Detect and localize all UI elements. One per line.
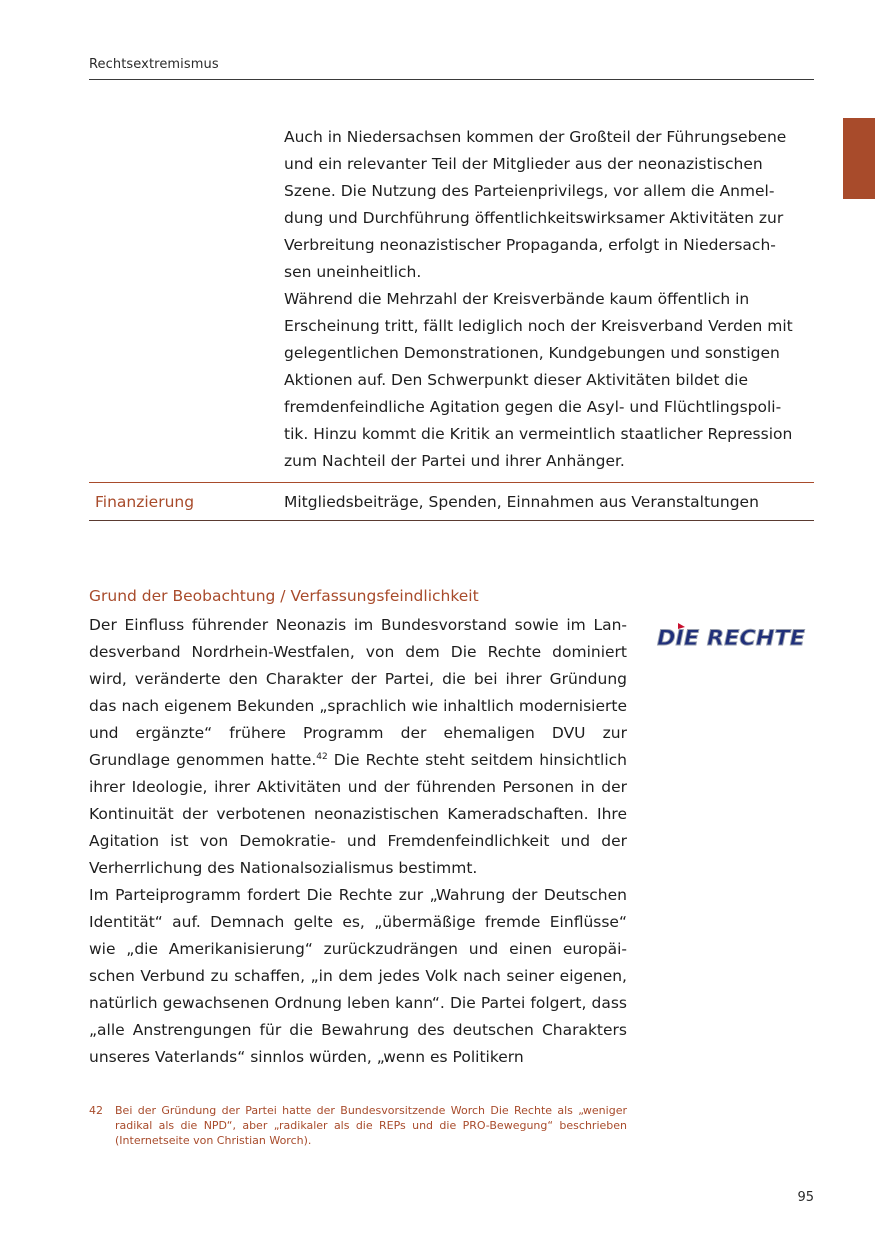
financing-value: Mitgliedsbeiträge, Spenden, Einnahmen aus Veranstaltungen [284,492,759,511]
table-bottom-rule [89,520,814,521]
table-paragraph: Während die Mehrzahl der Kreisverbände kaum öffentlich in Erscheinung tritt, fällt lediglich noch der Kreisverband Verden mit gelegentlichen Demonstrationen, Kundgebungen und sonstigen Aktionen auf. Den Schwerpunkt dieser Aktivitäten bildet die fremdenfeindliche Agitation gegen die Asyl- und Flüchtlingspoli- tik. Hinzu kommt die Kritik an vermeintlich staatlicher Repression zum Nachteil der Partei und ihrer Anhänger. [284,290,793,470]
page-number: 95 [797,1190,814,1205]
profile-table [89,124,814,521]
footnote-number: 42 [89,1104,103,1117]
chapter-tab-marker [843,118,875,199]
body-paragraph: Der Einfluss führender Neonazis im Bundesvorstand sowie im Landesverband Nordrhein-Westfalen, von dem Die Rechte dominiert wird, veränderte den Charakter der Partei, die bei ihrer Gründung das nach eigenem Bekunden „sprachlich wie inhaltlich modernisierte und ergänzte“ frühere Programm der ehemaligen DVU zur Grundlage genommen hatte.$^{42}$ Die Rechte steht seitdem hinsichtlich ihrer Ideologie, ihrer Aktivitäten und der führenden Personen in der Kontinuität der verbotenen neonazistischen Kameradschaften. Ihre Agitation ist von Demokratie- und Fremdenfeindlichkeit und der Verherrlichung des Nationalsozialismus bestimmt. [89,616,627,877]
die-rechte-logo [654,620,808,650]
table-cell-continued [284,124,812,475]
body-paragraph: Im Parteiprogramm fordert Die Rechte zur „Wahrung der Deutschen Identität“ auf. Demnach gelte es, „übermäßige fremde Einflüsse“ wie „die Amerikanisierung“ zurückzudrängen und einen europäischen Verbund zu schaffen, „in dem jedes Volk nach seiner eigenen, natürlich gewachsenen Ordnung leben kann“. Die Partei folgert, dass „alle Anstrengungen für die Bewahrung des deutschen Charakters unseres Vaterlands“ sinnlos würden, „wenn es Politikern [89,886,627,1066]
footnote [89,1103,627,1148]
table-paragraph: Auch in Niedersachsen kommen der Großteil der Führungsebene und ein relevanter Teil der Mitglieder aus der neonazistischen Szene. Die Nutzung des Parteienprivilegs, vor allem die Anmel- dung und Durchführung öffentlichkeitswirksamer Aktivitäten zur Verbreitung neonazistischer Propaganda, erfolgt in Niedersach- sen uneinheitlich. [284,128,787,281]
financing-label: Finanzierung [95,492,195,511]
section-heading: Grund der Beobachtung / Verfassungsfeindlichkeit [89,587,479,605]
footnote-text: Bei der Gründung der Partei hatte der Bundesvorsitzende Worch Die Rechte als „weniger radikal als die NPD“, aber „radikaler als die REPs und die PRO-Bewegung“ beschrieben (Internetseite von Christian Worch). [115,1104,627,1147]
header-rule [89,79,814,80]
table-row-financing [89,483,814,520]
footnote-reference[interactable]: 42 [316,752,328,762]
running-title: Rechtsextremismus [89,57,219,72]
logo-wordmark: DIE RECHTE [657,626,806,650]
section-body [89,612,627,1071]
